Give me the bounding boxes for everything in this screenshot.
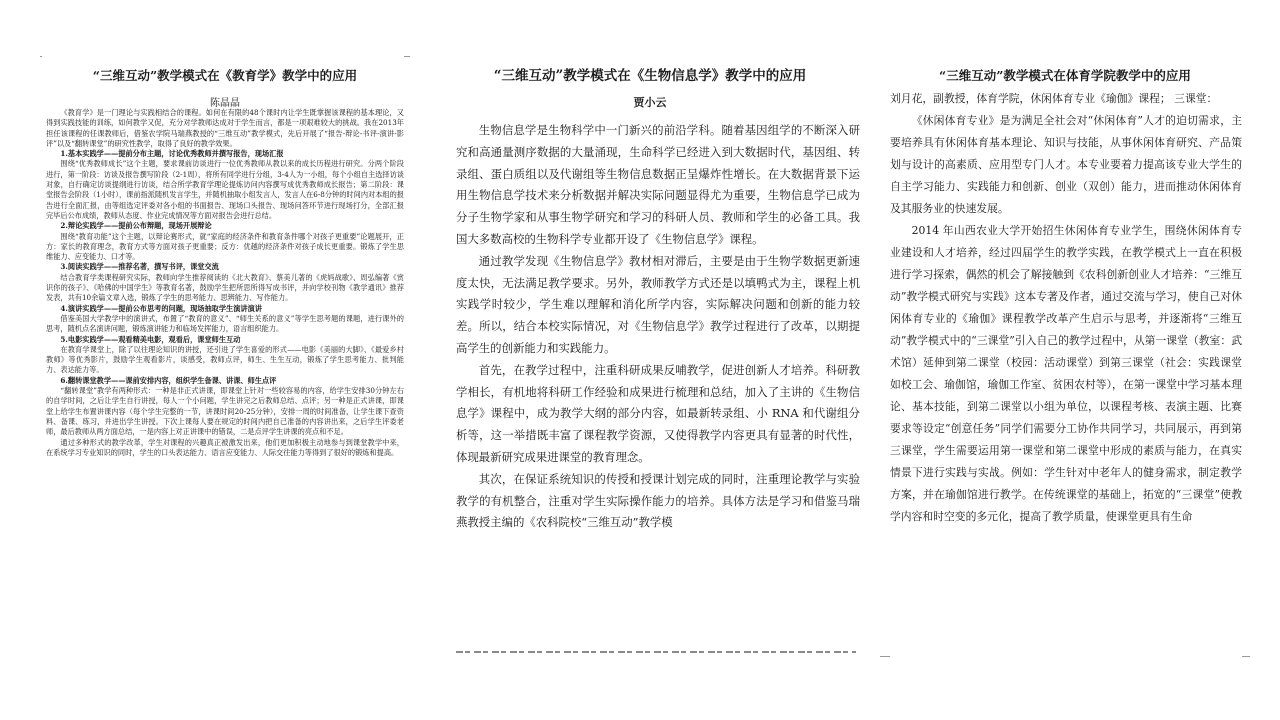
page-corner-mark [40,56,42,57]
section-heading: 1.基本实践学——提前分布主题，讨论优秀教师并撰写报告，现场汇报 [60,149,284,159]
paragraph: “翻转课堂”教学有两种形式：一种是非正式讲课，即课堂上针对一些较容易的内容，给学生安排30分钟左右的自学时间，之后让学生自行讲授，每人一个小问题，学生讲完之后教师总结、点评；另一种是正式讲课，即课堂上给学生布置讲课内容（每个学生完整的一节，讲课时间20-25分钟），安排一周的时间准备，让学生课下查资料、备课、练习，并进出学生讲授。下次上课每人要在规定的时间内把自己准备的内容讲出来，之后学生评委老师，最后教师从两方面总结，一是内容上对正讲课中的错误，二是点评学生讲课的亮点和不足。 [46,386,404,437]
paragraph: 通过教学发现《生物信息学》教材相对滞后，主要是由于生物学数据更新速度太快，无法满足教学要求。另外，教师教学方式还是以填鸭式为主，课程上机实践学时较少，学生难以理解和消化所学内容，实际解决问题和创新的能力较差。所以，结合本校实际情况，对《生物信息学》教学过程进行了改革，以期提高学生的创新能力和实践能力。 [456,253,860,355]
section-heading: 6.翻转课堂教学——课前安排内容，组织学生备课、讲课、师生点评 [60,375,277,385]
paragraph: 围绕“教育功能”这个主题，以辩论赛形式，就“家庭的经济条件和教育条件哪个对孩子更重要”论题展开，正方：家长的教育理念，教育方式等方面对孩子更重要；反方：优越的经济条件对孩子成长更重要。锻炼了学生思维能力、应变能力、口才等。 [46,231,404,262]
document-page-bioinformatics [440,0,860,720]
cut-off-text-line [456,650,856,655]
page-title: “三维互动”教学模式在《生物信息学》教学中的应用 [493,68,807,84]
author-name: 陈晶晶 [210,98,240,109]
paragraph: 在教育学课堂上，除了以往理论知识的讲授，还引进了学生喜爱的形式——电影《美丽的大脚》、《最爱乡村教师》等优秀影片，鼓励学生观看影片，谈感受，教师点评，师生、生生互动，锻炼了学生思考能力、批判能力、表达能力等。 [46,344,404,375]
document-page-education [40,0,410,720]
paragraph: 结合教育学类课程研究实际，教师向学生推荐阅读的《北大教育》、蔡美儿著的《虎妈战歌》、周弘编著《赏识你的孩子》、《哈佛的中国学生》等教育名著，鼓励学生把所思所得写成书评，并向学校刊物《教学通讯》推荐发表，共有10余篇文章入选，锻炼了学生的思考能力、思辨能力、写作能力。 [46,272,404,303]
article-body [46,108,404,458]
paragraph: 刘月花，副教授，体育学院，休闲体育专业《瑜伽》课程； 三课堂： [890,92,1218,105]
article-body [456,120,860,534]
paragraph: 围绕“优秀教师成长”这个主题，要求课前访谈进行一位优秀教师从教以来的成长历程进行研究。分两个阶段进行，第一阶段：访谈及报告撰写阶段（2-1周），将所有同学进行分组，3-4人为一小组，每个小组自主选择访谈对象，自行确定访谈提纲进行访谈，结合所学教育学理论提炼访问内容撰写成优秀教师成长报告；第二阶段：课堂报告会阶段（1小时），课前指派随机发言学生，并随机抽取小组发言人，发言人在6-8分钟的时间内对本组的报告进行全面汇报，由等组选定评委对各小组的书面报告、现场口头报告、现场问答环节进行现场打分，全部汇报完毕后公布成绩，教师从态度、作业完成情况等方面对报告会进行总结。 [46,159,404,220]
article-body [890,88,1242,528]
section-heading: 5.电影实践学——观看精美电影，观看后，课堂师生互动 [60,334,241,344]
paragraph: 首先，在教学过程中，注重科研成果反哺教学，促进创新人才培养。科研教学相长，有机地将科研工作经验和成果进行梳理和总结，加入了主讲的《生物信息学》课程中，成为教学大纲的部分内容，如最新转录组、小 RNA 和代谢组分析等，这一举措既丰富了课程教学资源，又使得教学内容更具有显著的时代性，体现最新研究成果进课堂的教育理念。 [456,362,860,464]
paragraph: 借鉴美国大学教学中的演讲式，布置了“教育的意义”、“师生关系的意义”等学生思考题的课题，进行课外的思考，随机点名演讲问题，锻炼演讲能力和临场发挥能力，语言组织能力。 [46,313,404,334]
paragraph: 其次，在保证系统知识的传授和授课计划完成的同时，注重理论教学与实验教学的有机整合，注重对学生实际操作能力的培养。具体方法是学习和借鉴马瑞燕教授主编的《农科院校“三维互动”教学模 [456,471,860,530]
paragraph: 通过多种形式的教学改革，学生对课程的兴趣真正被激发出来，他们更加积极主动地参与到课堂教学中来，在系统学习专业知识的同时，学生的口头表达能力、语言应变能力、人际交往能力等得到了很好的锻炼和提高。 [46,437,404,457]
paragraph: 《休闲体育专业》是为满足全社会对“休闲体育”人才的迫切需求，主要培养具有休闲体育基本理论、知识与技能，从事休闲体育研究、产品策划与设计的高素质、应用型专门人才。本专业要着力提高该专业大学生的自主学习能力、实践能力和创新、创业（双创）能力，进而推动休闲体育及其服务业的快速发展。 [890,114,1242,215]
section-heading: 4.演讲实践学——提前公布思考的问题，现场抽取学生演讲演讲 [60,303,262,313]
section-heading: 3.阅读实践学——推荐名著，撰写书评，课堂交流 [60,262,219,272]
paragraph: 2014 年山西农业大学开始招生休闲体育专业学生，围绕休闲体育专业建设和人才培养，经过四届学生的教学实践，在教学模式上一直在积极进行学习探索，偶然的机会了解接触到《农科创新创业人才培养：“三维互动”教学模式研究与实践》这本专著及作者，通过交流与学习，使自己对休闲体育专业的《瑜伽》课程教学改革产生启示与思考，并逐渐将“三维互动”教学模式中的“三课堂”引入自己的教学过程中，从第一课堂（教室：武术馆）延伸到第二课堂（校园：活动课堂）到第三课堂（社会：实践课堂如校工会、瑜伽馆，瑜伽工作室、贫困农村等），在第一课堂中学习基本理论、基本技能，到第二课堂以小组为单位，以课程考核、表演主题、比赛要求等设定“创意任务”同学们需要分工协作共同学习，共同展示，再到第三课堂，学生需要运用第一课堂和第二课堂中形成的素质与能力，在真实情景下进行实践与实战。例如：学生针对中老年人的健身需求，制定教学方案，并在瑜伽馆进行教学。在传统课堂的基础上，拓宽的“三课堂”使教学内容和时空变的多元化，提高了教学质量，使课堂更具有生命 [890,224,1242,523]
paragraph: 《教育学》是一门理论与实践相结合的课程。如何在有限的48个课时内让学生既掌握该课程的基本理论，又得到实践技能的训练，如何教学又促，充分对学教师达成对于学生而言，都是一项艰难较大的挑战。我在2013年担任该课程的任课教师后，借鉴农学院马瑞燕教授的“三维互动”教学模式，先后开展了“报告-辩论-书评-演讲-影评”以及“翻转课堂”的研究性教学，取得了良好的教学效果。 [46,108,404,148]
page-corner-mark [1242,656,1250,657]
page-title: “三维互动”教学模式在体育学院教学中的应用 [939,68,1191,83]
page-corner-mark [880,656,890,657]
page-title: “三维互动”教学模式在《教育学》教学中的应用 [92,68,358,83]
author-name: 贾小云 [633,96,667,109]
section-heading: 2.辩论实践学——提前公布辩题，现场开展辩论 [60,221,212,231]
paragraph: 生物信息学是生物科学中一门新兴的前沿学科。随着基因组学的不断深入研究和高通量测序数据的大量涌现，生命科学已经进入到大数据时代，基因组、转录组、蛋白质组以及代谢组等生物信息数据正呈爆炸性增长。在大数据背景下运用生物信息学技术来分析数据并解决实际问题显得尤为重要，生物信息学已成为分子生物学家和从事生物学研究和学习的科研人员、教师和学生的必备工具。我国大多数高校的生物科学专业都开设了《生物信息学》课程。 [456,123,860,246]
page-corner-mark [404,56,410,57]
document-page-physical-education [880,0,1250,720]
